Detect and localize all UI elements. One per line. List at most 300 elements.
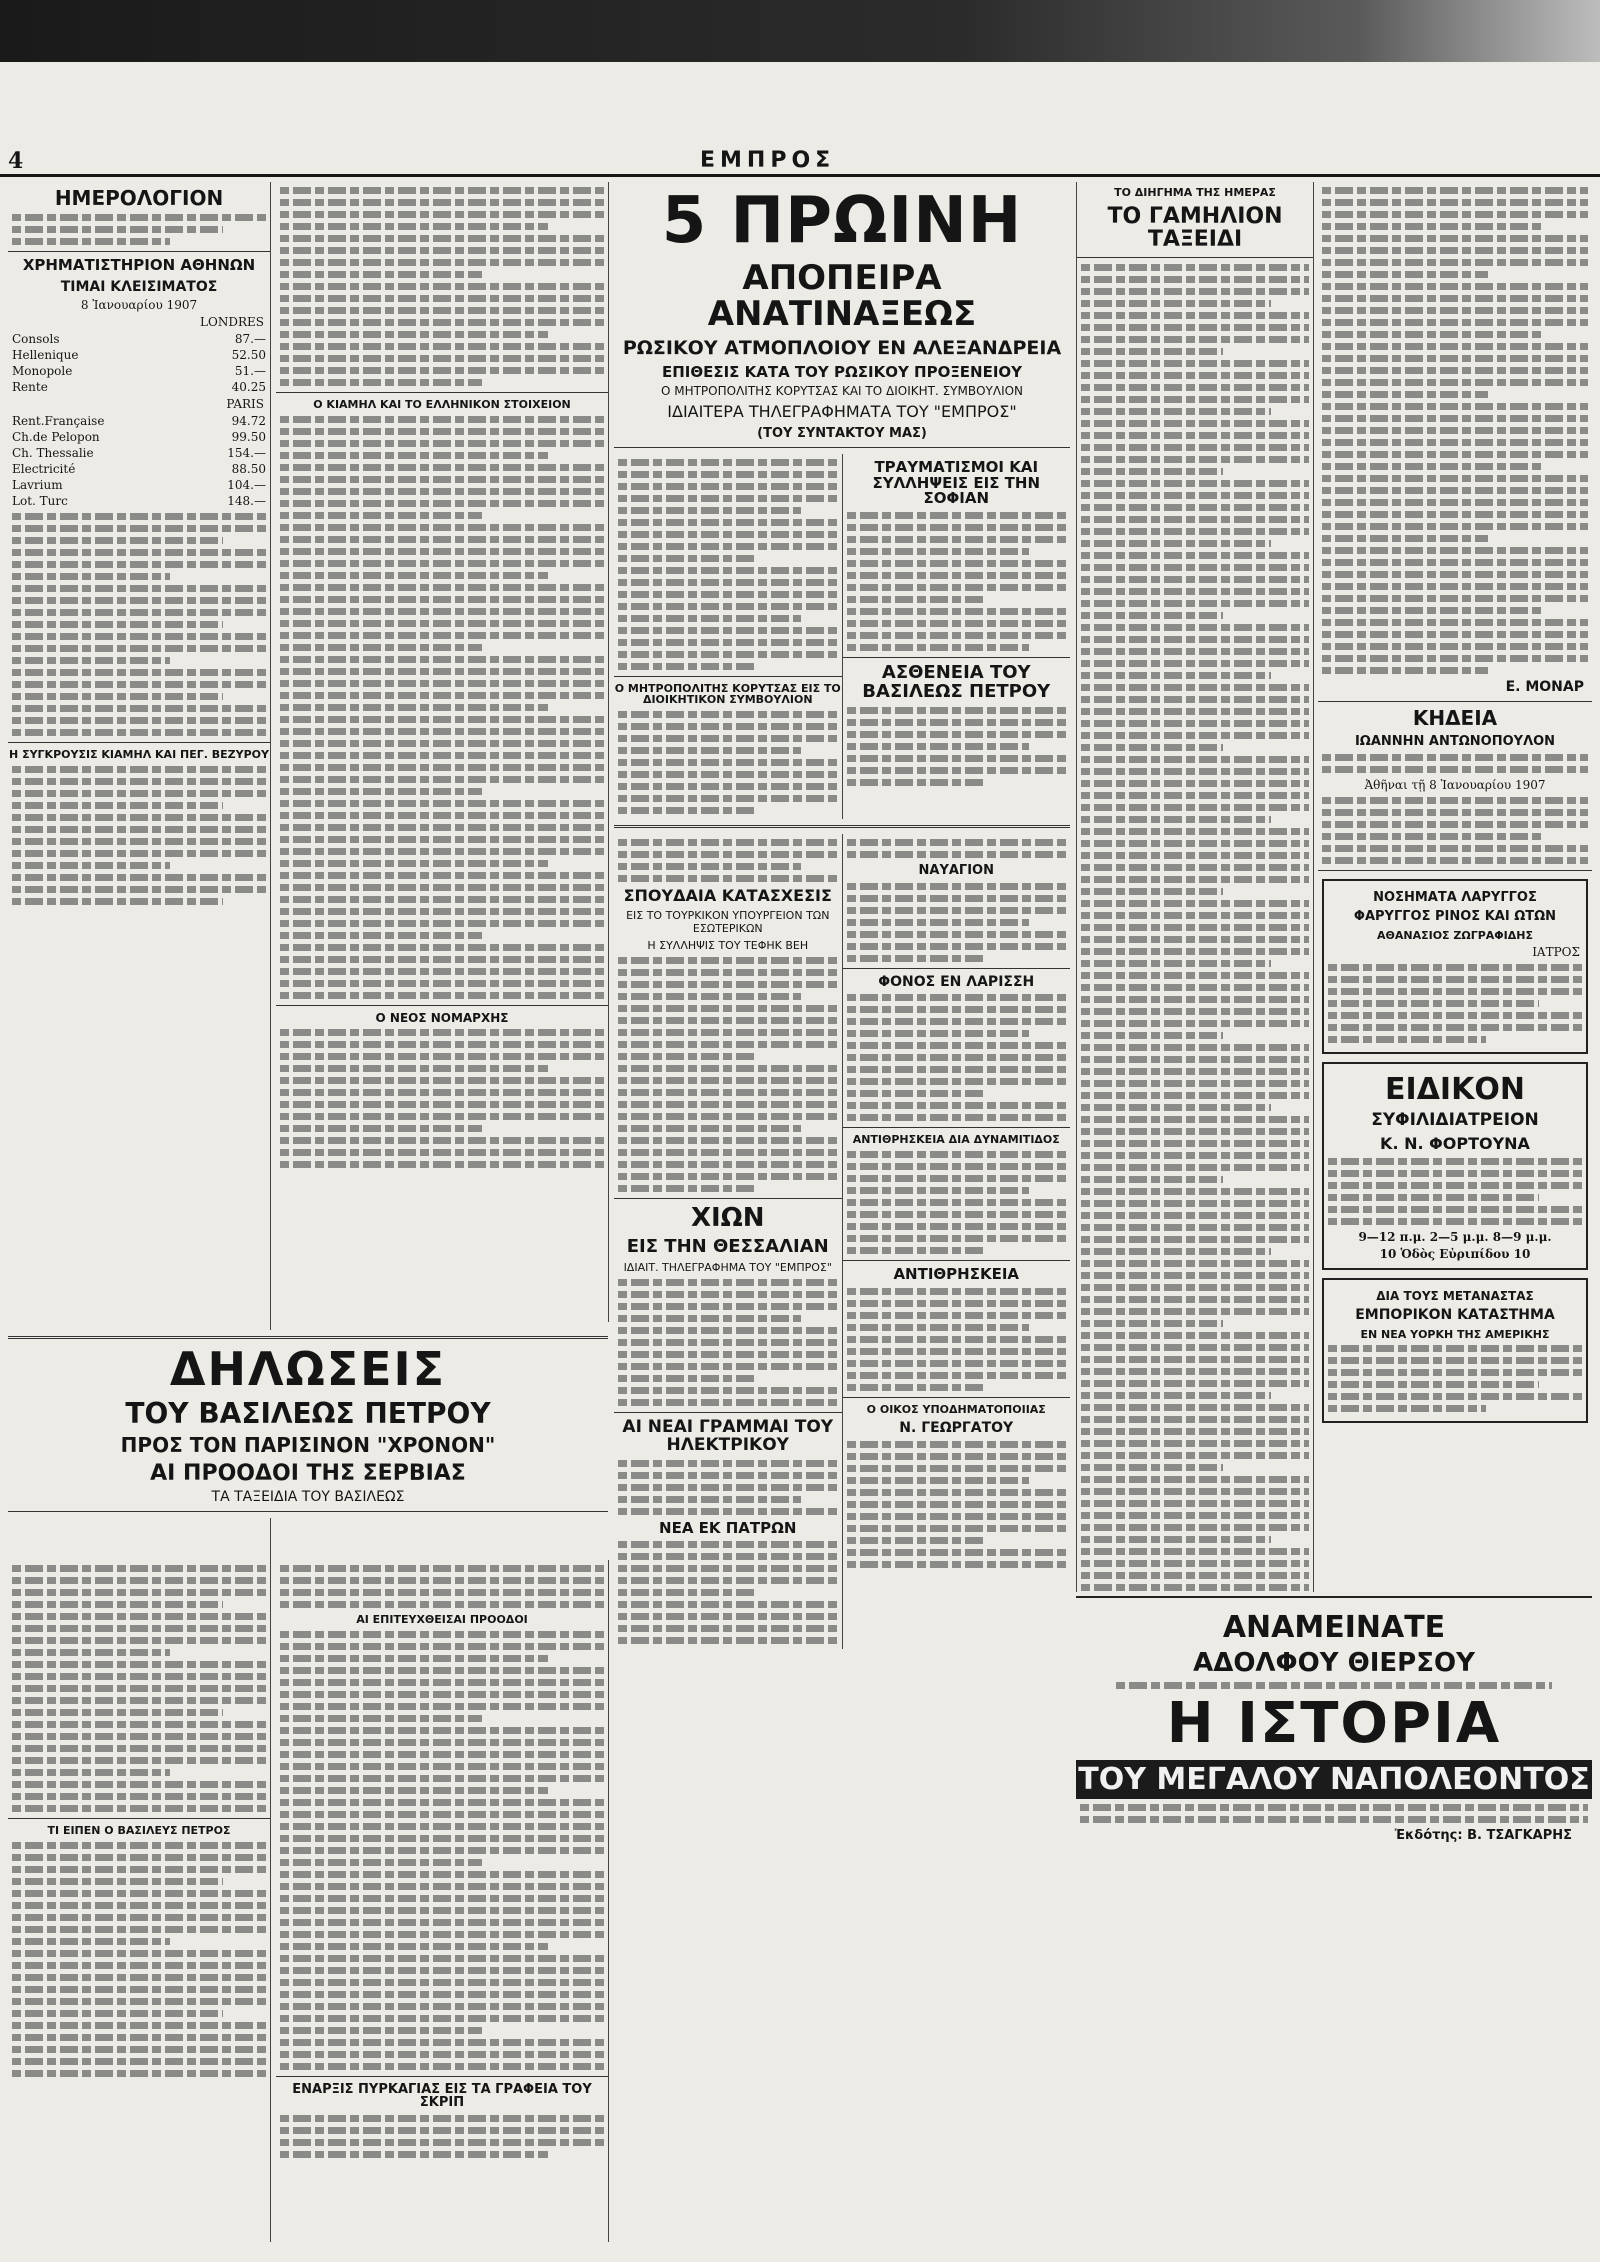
text-line (12, 886, 266, 893)
column-3 (614, 182, 1070, 2242)
text-line (1081, 1572, 1309, 1579)
text-line (12, 597, 266, 604)
divider (614, 447, 1070, 448)
text-line (618, 615, 801, 622)
text-line (280, 1101, 604, 1108)
divider (8, 1511, 608, 1512)
text-line (1322, 607, 1543, 614)
text-line (12, 850, 266, 857)
text-line (12, 1709, 223, 1716)
ad-title: ΕΙΔΙΚΟΝ (1385, 1072, 1525, 1108)
text-line (1081, 264, 1309, 271)
text-line (618, 1077, 838, 1084)
text-line (280, 1703, 604, 1710)
text-line (1328, 1357, 1582, 1364)
text-line (280, 1859, 482, 1866)
text-line (847, 743, 1030, 750)
text-line (280, 2139, 604, 2146)
text-line (1081, 420, 1309, 427)
text-line (280, 307, 604, 314)
text-line (1328, 1393, 1582, 1400)
text-line (280, 500, 604, 507)
column-2 (276, 182, 609, 1322)
text-line (1081, 852, 1309, 859)
text-line (12, 1589, 266, 1596)
text-line (1081, 912, 1309, 919)
text-line (280, 1727, 604, 1734)
text-line (1081, 1476, 1309, 1483)
text-line (1081, 708, 1309, 715)
section-heading: ΦΟΝΟΣ ΕΝ ΛΑΡΙΣΣΗ (878, 973, 1035, 990)
text-line (1081, 1032, 1223, 1039)
text-line (12, 214, 266, 221)
text-line (1322, 535, 1488, 542)
text-line (1081, 576, 1309, 583)
text-line (847, 1211, 1067, 1218)
row-value: 51.— (234, 364, 266, 379)
text-line (1322, 367, 1588, 374)
section-heading: ΧΙΩΝ (690, 1202, 765, 1233)
text-line (280, 932, 482, 939)
section-heading: ΝΑΥΑΓΙΟΝ (918, 862, 994, 878)
text-line (847, 731, 1067, 738)
text-line (1081, 1344, 1309, 1351)
text-line (847, 1537, 984, 1544)
text-line (12, 681, 266, 688)
text-line (618, 1185, 755, 1192)
text-line (280, 596, 604, 603)
headline-sub4: Ο ΜΗΤΡΟΠΟΛΙΤΗΣ ΚΟΡΥΤΣΑΣ ΚΑΙ ΤΟ ΔΙΟΙΚΗΤ. ΣΥΜΒΟΥΛΙΟΝ (660, 384, 1024, 399)
text-line (1322, 199, 1588, 206)
text-line (1081, 528, 1309, 535)
section-heading: Ο ΚΙΑΜΗΛ ΚΑΙ ΤΟ ΕΛΛΗΝΙΚΟΝ ΣΤΟΙΧΕΙΟΝ (313, 398, 571, 411)
table-row (12, 380, 266, 394)
text-line (280, 1113, 604, 1120)
text-line (280, 1679, 604, 1686)
text-line (847, 632, 1067, 639)
text-line (618, 1161, 838, 1168)
text-line (847, 1288, 1067, 1295)
ad-address: 10 Ὁδὸς Εὐριπίδου 10 (1379, 1246, 1531, 1261)
text-line (1328, 1000, 1539, 1007)
text-line (280, 2115, 604, 2122)
text-line (280, 1577, 604, 1584)
row-name: Electricité (12, 462, 76, 477)
text-line (12, 1565, 266, 1572)
row-value: 52.50 (231, 348, 266, 363)
text-line (280, 968, 604, 975)
row-value: 154.— (227, 446, 266, 461)
ad-napoleon-history (1076, 1596, 1592, 2240)
text-line (618, 969, 838, 976)
text-line (280, 956, 604, 963)
text-line (280, 884, 604, 891)
text-line (12, 1950, 266, 1957)
text-line (280, 367, 604, 374)
text-line (1081, 636, 1309, 643)
text-line (1328, 976, 1582, 983)
text-line (280, 476, 604, 483)
text-line (847, 1187, 1030, 1194)
text-line (12, 1685, 266, 1692)
text-line (847, 955, 984, 962)
text-line (1322, 427, 1588, 434)
text-line (280, 1955, 604, 1962)
text-line (1081, 1584, 1309, 1591)
text-line (12, 1890, 266, 1897)
text-line (12, 1697, 266, 1704)
text-line (618, 1089, 838, 1096)
text-line (618, 1399, 838, 1406)
text-line (1081, 1488, 1309, 1495)
row-name: Lavrium (12, 478, 63, 493)
text-line (280, 319, 604, 326)
text-line (280, 2051, 604, 2058)
text-line (1322, 571, 1588, 578)
text-line (847, 994, 1067, 1001)
text-line (847, 919, 1030, 926)
text-line (280, 1931, 604, 1938)
headline-sub6: (ΤΟΥ ΣΥΝΤΑΚΤΟΥ ΜΑΣ) (757, 426, 927, 442)
bourse-title: ΧΡΗΜΑΤΙΣΤΗΡΙΟΝ ΑΘΗΝΩΝ (22, 256, 256, 274)
text-line (280, 2039, 604, 2046)
section-heading: ΑΙ ΕΠΙΤΕΥΧΘΕΙΣΑΙ ΠΡΟΟΔΟΙ (356, 1613, 528, 1626)
text-line (280, 608, 604, 615)
text-line (1322, 631, 1588, 638)
text-line (280, 836, 604, 843)
text-line (618, 459, 838, 466)
table-row (12, 446, 266, 460)
text-line (1081, 1056, 1309, 1063)
text-line (847, 1066, 1067, 1073)
text-line (1081, 1284, 1309, 1291)
text-line (847, 524, 1067, 531)
funeral-heading: ΚΗΔΕΙΑ (1412, 706, 1498, 730)
text-line (1322, 499, 1588, 506)
text-line (12, 1866, 266, 1873)
text-line (1081, 360, 1309, 367)
text-line (12, 1962, 266, 1969)
text-line (280, 812, 604, 819)
declarations-sub2: ΠΡΟΣ ΤΟΝ ΠΑΡΙΣΙΝΟΝ "ΧΡΟΝΟΝ" (120, 1432, 496, 1457)
text-line (1081, 1500, 1309, 1507)
text-line (1081, 804, 1309, 811)
text-line (1081, 1296, 1309, 1303)
text-line (1081, 1416, 1309, 1423)
text-line (1081, 1140, 1309, 1147)
text-line (280, 1871, 604, 1878)
text-line (280, 1739, 604, 1746)
text-line (12, 1902, 266, 1909)
row-name: Monopole (12, 364, 73, 379)
text-line (280, 1919, 604, 1926)
text-line (1081, 564, 1309, 571)
divider (614, 825, 1070, 828)
text-line (12, 633, 266, 640)
text-line (847, 1513, 1067, 1520)
text-line (1322, 547, 1588, 554)
text-line (618, 639, 838, 646)
text-line (618, 839, 838, 846)
text-line (847, 755, 1067, 762)
text-line (1322, 235, 1588, 242)
text-line (1328, 1218, 1582, 1225)
text-line (618, 579, 838, 586)
text-line (847, 1018, 1067, 1025)
text-line (847, 1549, 1067, 1556)
text-line (1081, 600, 1309, 607)
text-line (1081, 876, 1309, 883)
text-line (1081, 1524, 1309, 1531)
text-line (618, 1508, 838, 1515)
text-line (1081, 468, 1223, 475)
text-line (1322, 559, 1588, 566)
text-line (1081, 552, 1309, 559)
text-line (618, 663, 755, 670)
funeral-name: ΙΩΑΝΝΗΝ ΑΝΤΩΝΟΠΟΥΛΟΝ (1354, 734, 1556, 749)
text-line (1322, 583, 1588, 590)
text-line (1322, 415, 1588, 422)
text-line (618, 1553, 838, 1560)
table-row (12, 364, 266, 378)
text-line (618, 747, 801, 754)
text-line (12, 1842, 266, 1849)
text-line (1322, 595, 1588, 602)
text-line (618, 1065, 838, 1072)
table-row (12, 332, 266, 346)
text-line (1322, 809, 1588, 816)
text-line (12, 1986, 266, 1993)
text-line (618, 603, 838, 610)
text-line (847, 620, 1067, 627)
section-heading: ΤΡΑΥΜΑΤΙΣΜΟΙ ΚΑΙ ΣΥΛΛΗΨΕΙΣ ΕΙΣ ΤΗΝ ΣΟΦΙΑΝ (872, 457, 1041, 508)
text-line (1081, 1380, 1309, 1387)
text-line (1081, 276, 1309, 283)
text-line (618, 1541, 838, 1548)
text-line (1322, 259, 1588, 266)
ad-doctor: ΑΘΑΝΑΣΙΟΣ ΖΩΓΡΑΦΙΔΗΣ (1377, 928, 1533, 942)
text-line (280, 1565, 604, 1572)
text-line (618, 531, 838, 538)
row-value: 40.25 (231, 380, 266, 395)
masthead (0, 148, 1600, 176)
funeral-date: Ἀθῆναι τῇ 8 Ἰανουαρίου 1907 (1364, 777, 1546, 792)
text-line (1328, 1036, 1486, 1043)
text-line (280, 1979, 604, 1986)
story-title: ΤΟ ΓΑΜΗΛΙΟΝ ΤΑΞΕΙΔΙ (1107, 204, 1283, 253)
section-heading: ΑΣΘΕΝΕΙΑ ΤΟΥ ΒΑΣΙΛΕΩΣ ΠΕΤΡΟΥ (862, 662, 1051, 703)
text-line (1328, 1012, 1582, 1019)
text-line (1081, 1044, 1309, 1051)
text-line (280, 1883, 604, 1890)
text-line (1322, 766, 1588, 773)
text-line (1322, 463, 1543, 470)
text-line (280, 1601, 604, 1608)
text-line (280, 908, 604, 915)
bourse-subtitle: ΤΙΜΑΙ ΚΛΕΙΣΙΜΑΤΟΣ (60, 278, 218, 295)
text-line (12, 609, 266, 616)
text-line (280, 1125, 482, 1132)
text-line (12, 1625, 266, 1632)
section-subheading: ΕΙΣ ΤΟ ΤΟΥΡΚΙΚΟΝ ΥΠΟΥΡΓΕΙΟΝ ΤΩΝ ΕΣΩΤΕΡΙΚΩΝ (626, 908, 830, 935)
text-line (280, 1077, 604, 1084)
text-line (1081, 1368, 1309, 1375)
ad-clinic (1322, 1062, 1588, 1269)
text-line (280, 1089, 604, 1096)
text-line (1081, 900, 1309, 907)
text-line (280, 488, 604, 495)
masthead-rule (0, 174, 1600, 177)
text-line (280, 1029, 604, 1036)
text-line (618, 875, 838, 882)
divider (8, 742, 270, 743)
text-line (847, 895, 1067, 902)
story-label: ΤΟ ΔΙΗΓΗΜΑ ΤΗΣ ΗΜΕΡΑΣ (1114, 186, 1276, 199)
text-line (12, 1805, 266, 1812)
text-line (847, 1300, 1067, 1307)
text-line (1081, 1224, 1309, 1231)
text-line (618, 591, 838, 598)
text-line (280, 1065, 548, 1072)
text-line (1081, 684, 1309, 691)
text-line (847, 548, 1030, 555)
ad-doctor: Κ. Ν. ΦΟΡΤΟΥΝΑ (1380, 1133, 1530, 1153)
text-line (1322, 797, 1588, 804)
text-line (847, 1223, 1067, 1230)
text-line (280, 764, 604, 771)
text-line (1328, 1345, 1582, 1352)
text-line (618, 783, 838, 790)
text-line (280, 2151, 548, 2158)
text-line (1081, 1176, 1223, 1183)
text-line (280, 716, 604, 723)
text-line (280, 343, 604, 350)
text-line (1322, 857, 1588, 864)
text-line (1328, 1182, 1582, 1189)
text-line (1322, 223, 1543, 230)
text-line (12, 766, 266, 773)
paris-label: PARIS (226, 397, 264, 412)
text-line (280, 512, 482, 519)
text-line (12, 898, 223, 905)
text-line (847, 1489, 1067, 1496)
divider (276, 392, 608, 393)
section-heading: ΤΙ ΕΙΠΕΝ Ο ΒΑΣΙΛΕΥΣ ΠΕΤΡΟΣ (47, 1824, 231, 1837)
right-subcolumn (843, 834, 1071, 1649)
text-line (280, 548, 604, 555)
text-line (847, 1030, 1030, 1037)
text-line (847, 1175, 1067, 1182)
text-line (12, 1974, 266, 1981)
divider (843, 657, 1071, 658)
text-line (280, 944, 604, 951)
text-line (1322, 355, 1588, 362)
text-line (280, 788, 482, 795)
text-line (280, 848, 604, 855)
text-line (1322, 619, 1588, 626)
row-value: 148.— (227, 494, 266, 509)
text-line (1081, 1464, 1223, 1471)
text-line (280, 464, 604, 471)
two-column-section (614, 834, 1070, 1649)
text-line (1081, 792, 1309, 799)
text-line (1322, 343, 1588, 350)
text-line (280, 1907, 604, 1914)
text-line (12, 2022, 266, 2029)
row-value: 94.72 (231, 414, 266, 429)
text-line (618, 957, 838, 964)
text-line (618, 807, 755, 814)
text-line (847, 608, 1067, 615)
text-line (618, 1017, 838, 1024)
text-line (280, 1895, 604, 1902)
text-line (12, 2034, 266, 2041)
text-line (1081, 1392, 1271, 1399)
text-line (12, 1769, 170, 1776)
text-line (12, 621, 223, 628)
divider (614, 1412, 842, 1413)
text-line (1322, 247, 1588, 254)
text-line (280, 452, 548, 459)
divider (614, 676, 842, 677)
row-name: Ch. Thessalie (12, 446, 94, 461)
text-line (1081, 1068, 1309, 1075)
page-number: 4 (8, 148, 24, 174)
row-name: Rente (12, 380, 48, 395)
text-line (1081, 1332, 1309, 1339)
text-line (847, 883, 1067, 890)
text-line (280, 1799, 604, 1806)
declarations-title: ΔΗΛΩΣΕΙΣ (169, 1342, 447, 1396)
text-line (847, 1163, 1067, 1170)
text-line (618, 993, 801, 1000)
text-line (1081, 516, 1309, 523)
text-line (1328, 1369, 1582, 1376)
text-line (847, 1372, 1067, 1379)
text-line (1081, 588, 1309, 595)
declarations-text-left (8, 1560, 270, 2242)
text-line (1081, 828, 1309, 835)
section-heading: Ο ΝΕΟΣ ΝΟΜΑΡΧΗΣ (375, 1010, 509, 1025)
text-line (1080, 1804, 1588, 1811)
text-line (280, 1715, 482, 1722)
ad-title: ΝΟΣΗΜΑΤΑ ΛΑΡΥΓΓΟΣ (1373, 889, 1537, 905)
text-line (1081, 888, 1223, 895)
headline-sub2: ΡΩΣΙΚΟΥ ΑΤΜΟΠΛΟΙΟΥ ΕΝ ΑΛΕΞΑΝΔΡΕΙΑ (622, 336, 1062, 359)
text-line (12, 874, 266, 881)
text-line (1322, 833, 1543, 840)
text-line (280, 1655, 548, 1662)
text-line (618, 1565, 838, 1572)
text-line (618, 1173, 838, 1180)
text-line (12, 669, 266, 676)
text-line (280, 860, 548, 867)
text-line (280, 584, 604, 591)
section-subheading: Ν. ΓΕΩΡΓΑΤΟΥ (899, 1420, 1014, 1437)
text-line (1081, 1404, 1309, 1411)
text-line (1322, 403, 1588, 410)
text-line (12, 1721, 266, 1728)
text-line (1322, 511, 1588, 518)
text-line (12, 1661, 266, 1668)
text-line (280, 440, 604, 447)
text-line (12, 513, 266, 520)
text-line (280, 980, 604, 987)
divider (276, 2076, 608, 2077)
text-line (280, 1967, 604, 1974)
row-name: Hellenique (12, 348, 79, 363)
ad-history: Η ΙΣΤΟΡΙΑ (1166, 1690, 1502, 1756)
